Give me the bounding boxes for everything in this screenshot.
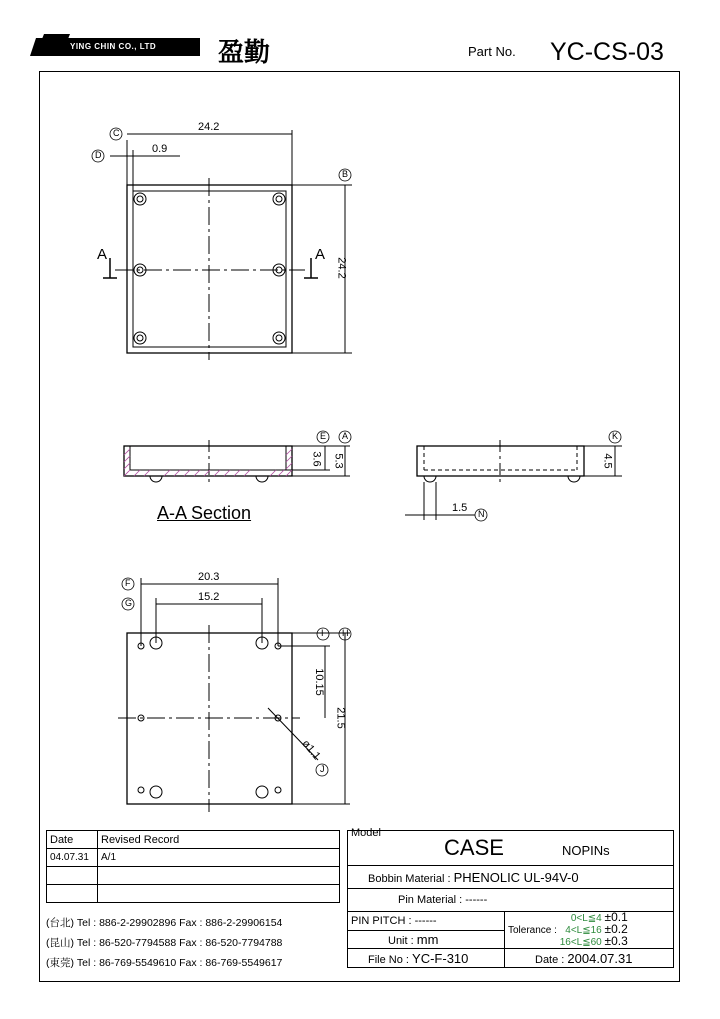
dim-offset: 0.9 <box>152 143 168 155</box>
contact-dongguan: (東莞) Tel : 86-769-5549610 Fax : 86-769-5549617 <box>46 957 283 969</box>
dim-5-3: 5.3 <box>332 453 345 469</box>
tol-value-1: ±0.1 <box>604 910 628 924</box>
pin-material-label: Pin Material : <box>398 894 463 906</box>
marker-e: E <box>320 431 327 441</box>
model-label: Model <box>351 827 381 839</box>
dim-15-2: 15.2 <box>198 591 220 603</box>
marker-j: J <box>320 764 325 774</box>
contact-list <box>46 913 282 973</box>
revision-table <box>46 830 340 903</box>
nopins-label: NOPINs <box>562 843 610 858</box>
unit-value: mm <box>416 931 439 947</box>
marker-c: C <box>113 128 120 138</box>
rev-header-date: Date <box>47 831 98 849</box>
file-no-value: YC-F-310 <box>412 950 469 966</box>
tol-value-3: ±0.3 <box>604 934 628 948</box>
tol-range-1: 0<L≦4 <box>570 913 602 924</box>
dim-21-5: 21.5 <box>334 707 347 729</box>
bobbin-material-label: Bobbin Material : <box>368 872 451 885</box>
dim-3-6: 3.6 <box>310 451 323 467</box>
dim-hole-dia: ø1.1 <box>299 737 323 763</box>
pin-pitch-label: PIN PITCH : <box>351 914 412 927</box>
marker-n: N <box>478 509 485 519</box>
marker-d: D <box>95 150 102 160</box>
dim-20-3: 20.3 <box>198 571 220 583</box>
dim-width-top: 24.2 <box>198 121 220 133</box>
pin-pitch-value: ------ <box>414 914 437 927</box>
marker-b: B <box>342 169 349 179</box>
section-marker-left: A <box>97 246 108 263</box>
tol-range-2: 4<L≦16 <box>565 925 602 936</box>
pin-material-value: ------ <box>465 894 488 906</box>
title-block <box>347 827 674 968</box>
part-no-value: YC-CS-03 <box>550 38 664 66</box>
marker-h: H <box>342 628 349 638</box>
rev-row-record: A/1 <box>98 849 340 867</box>
rev-row-date <box>47 867 98 885</box>
rev-row-date <box>47 885 98 903</box>
marker-f: F <box>125 578 131 588</box>
unit-label: Unit : <box>388 934 414 947</box>
contact-kunshan: (昆山) Tel : 86-520-7794588 Fax : 86-520-7794788 <box>46 937 283 949</box>
marker-a: A <box>342 431 349 441</box>
model-value: CASE <box>444 835 504 860</box>
company-name-cn: 盈勤 <box>218 38 271 68</box>
rev-header-record: Revised Record <box>98 831 340 849</box>
marker-k: K <box>612 431 619 441</box>
date-label: Date : <box>535 953 565 966</box>
contact-taipei: (台北) Tel : 886-2-29902896 Fax : 886-2-29906154 <box>46 917 283 929</box>
section-marker-right: A <box>315 246 326 263</box>
dim-height-right: 24.2 <box>335 257 348 279</box>
marker-i: I <box>321 628 324 638</box>
rev-row-record <box>98 885 340 903</box>
part-no-label: Part No. <box>468 44 516 59</box>
file-no-label: File No : <box>368 953 409 966</box>
tol-value-2: ±0.2 <box>604 922 628 936</box>
marker-g: G <box>125 598 133 608</box>
dim-1-5: 1.5 <box>452 502 468 514</box>
rev-row-date: 04.07.31 <box>47 849 98 867</box>
dim-4-5: 4.5 <box>601 453 614 469</box>
date-value: 2004.07.31 <box>567 950 633 966</box>
dim-10-15: 10.15 <box>312 668 325 696</box>
bobbin-material-value: PHENOLIC UL-94V-0 <box>453 869 579 885</box>
section-title: A-A Section <box>157 503 252 523</box>
tol-range-3: 16<L≦60 <box>559 937 602 948</box>
rev-row-record <box>98 867 340 885</box>
company-name: YING CHIN CO., LTD <box>70 42 157 51</box>
tolerance-label: Tolerance : <box>508 924 557 936</box>
